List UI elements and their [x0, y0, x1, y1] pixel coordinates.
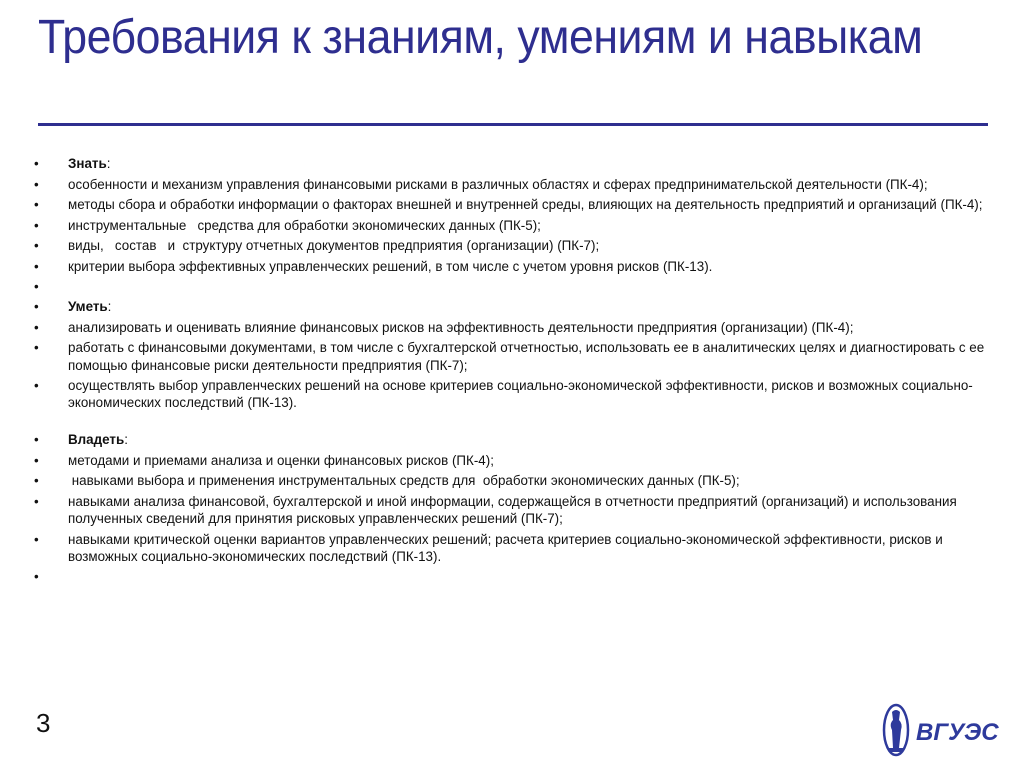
slide-title: Требования к знаниям, умениям и навыкам — [38, 11, 923, 64]
list-item: • особенности и механизм управления финансовыми рисками в различных областях и сферах предпринимательской деятельности (ПК-4); — [34, 176, 928, 192]
university-logo — [880, 702, 1000, 758]
university-emblem-icon — [884, 705, 908, 755]
list-item: • методы сбора и обработки информации о факторах внешней и внутренней среды, влияющих на деятельность предприятий и организаций (ПК-4); — [34, 197, 983, 212]
list-item: • анализировать и оценивать влияние финансовых рисков на эффективность деятельности предприятия (организации) (ПК-4); — [34, 319, 854, 335]
bullet: • — [34, 156, 39, 171]
list-item: • критерии выбора эффективных управленческих решений, в том числе с учетом уровня рисков (ПК-13). — [34, 258, 713, 274]
title-underline — [38, 123, 988, 126]
heading-can: Уметь — [68, 299, 108, 315]
page-number: 3 — [36, 708, 51, 738]
list-item: • навыками анализа финансовой, бухгалтерской и иной информации, содержащейся в отчетности предприятий (организаций) и использования полученных сведений для принятия рисковых управленческих решений (ПК-7); — [34, 493, 957, 527]
list-item: • осуществлять выбор управленческих решений на основе критериев социально-экономической эффективности, рисков и возможных социально-экономических последствий (ПК-13). — [34, 378, 973, 411]
requirements-list — [34, 155, 994, 589]
logo-text: ВГУЭС — [916, 719, 999, 746]
list-item: • виды, состав и структуру отчетных документов предприятия (организации) (ПК-7); — [34, 238, 600, 253]
heading-own: Владеть — [68, 432, 125, 448]
list-item-empty: • — [34, 569, 39, 585]
list-item: • работать с финансовыми документами, в том числе с бухгалтерской отчетностью, использовать ее в аналитических целях и диагностировать с ее помощью финансовые риски деятельности предприятия (ПК-7); — [34, 340, 985, 373]
list-item-empty: • — [34, 279, 39, 294]
list-item: • методами и приемами анализа и оценки финансовых рисков (ПК-4); — [34, 452, 494, 468]
list-item-heading-can: • Уметь: — [34, 299, 112, 315]
list-item-heading-know: • Знать: — [34, 156, 111, 171]
heading-know: Знать — [68, 156, 107, 171]
list-item: • навыками критической оценки вариантов управленческих решений; расчета критериев социально-экономической эффективности, рисков и возможных социально-экономических последствий (ПК-13). — [34, 531, 943, 564]
list-item: • инструментальные средства для обработки экономических данных (ПК-5); — [34, 217, 541, 233]
list-item: • навыками выбора и применения инструментальных средств для обработки экономических данных (ПК-5); — [34, 473, 740, 489]
list-item-heading-own: • Владеть: — [34, 432, 128, 448]
